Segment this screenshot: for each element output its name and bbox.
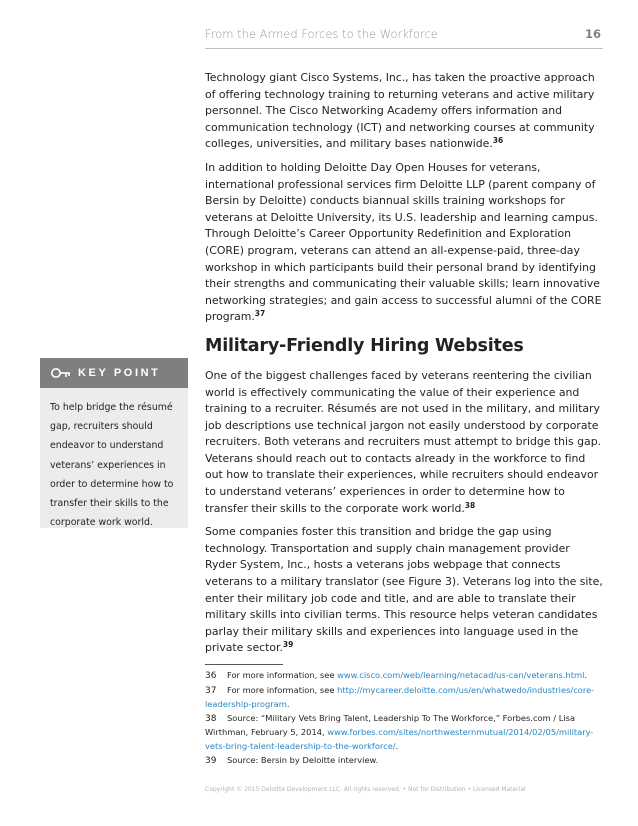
footnote-ref-39[interactable]: 39 [282, 640, 294, 650]
footnote-link-36[interactable]: www.cisco.com/web/learning/netacad/us-can/veterans.html [337, 670, 585, 680]
footnote-37: 37 For more information, see http://mycareer.deloitte.com/us/en/whatwedo/industries/core-leadership-program. [205, 684, 595, 710]
footnote-38: 38 Source: “Military Vets Bring Talent, Leadership To The Workforce,” Forbes.com / Lisa Wirthman, February 5, 2014, www.forbes.com/sites/northwesternmutual/2014/02/05/military-vets-bring-talent-leadership-to-the-workforce/. [205, 712, 594, 751]
footnote-39: 39 Source: Bersin by Deloitte interview. [205, 754, 379, 766]
footnote-36: 36 For more information, see www.cisco.com/web/learning/netacad/us-can/veterans.html. [205, 670, 588, 681]
footnote-divider [205, 664, 283, 665]
key-point-text: To help bridge the résumé gap, recruiters should endeavor to understand veterans’ experiences in order to determine how to transfer their skills to the corporate work world. [50, 402, 174, 529]
paragraph-cisco: Technology giant Cisco Systems, Inc., has taken the proactive approach of offering technology training to returning veterans and active military personnel. The Cisco Networking Academy offers information and communication technology (ICT) and networking courses at community colleges, universities, and military bases nationwide.$^{36}$ [205, 71, 595, 151]
key-point-header [40, 358, 188, 388]
key-icon [50, 364, 72, 386]
footnote-link-37[interactable]: http://mycareer.deloitte.com/us/en/whatwedo/industries/core-leadership-program [205, 684, 595, 710]
header-title: From the Armed Forces to the Workforce [205, 27, 438, 41]
key-point-box [40, 358, 188, 528]
copyright-footer: Copyright © 2015 Deloitte Development LLC. All rights reserved. • Not for Distribution • Licensed Material [205, 786, 526, 793]
page-number: 16 [584, 27, 601, 41]
paragraph-ryder: Some companies foster this transition and bridge the gap using technology. Transportation and supply chain management provider Ryder System, Inc., hosts a veterans jobs webpage that connects veterans to a military translator (see Figure 3). Veterans log into the site, enter their military job code and title, and are able to translate their military skills into civilian terms. This resource helps veteran candidates parlay their military skills and experiences into language used in the private sector.$^{39}$ [205, 525, 603, 655]
paragraph-deloitte: In addition to holding Deloitte Day Open Houses for veterans, international professional services firm Deloitte LLP (parent company of Bersin by Deloitte) conducts biannual skills training workshops for veterans at Deloitte University, its U.S. leadership and learning campus. Through Deloitte’s Career Opportunity Redefinition and Exploration (CORE) program, veterans can attend an all-expense-paid, three-day workshop in which participants build their personal brand by identifying their strengths and communicating their valuable skills; learn innovative networking strategies; and gain access to successful alumni of the CORE program.$^{37}$ [205, 160, 602, 324]
section-heading: Military-Friendly Hiring Websites [205, 335, 524, 356]
footnote-ref-37[interactable]: 37 [254, 309, 266, 319]
paragraph-challenges: One of the biggest challenges faced by veterans reentering the civilian world is effectively communicating the value of their experience and training to a recruiter. Résumés are not used in the military, and military job descriptions use technical jargon not easily understood by corporate recruiters. Both veterans and recruiters must attempt to bridge this gap. Veterans should reach out to contacts already in the workforce to find out how to translate their experiences, while recruiters should endeavor to understand veterans’ experiences in order to determine how to transfer their skills to the corporate work world.$^{38}$ [205, 368, 602, 515]
footnotes [205, 669, 603, 768]
running-header [205, 22, 603, 49]
key-point-title: KEY POINT [78, 367, 161, 379]
footnote-ref-36[interactable]: 36 [492, 136, 504, 146]
footnote-ref-38[interactable]: 38 [464, 500, 476, 510]
footnote-link-38[interactable]: www.forbes.com/sites/northwesternmutual/2014/02/05/military-vets-bring-talent-leadership-to-the-workforce/ [205, 727, 594, 751]
main-content [205, 70, 603, 768]
